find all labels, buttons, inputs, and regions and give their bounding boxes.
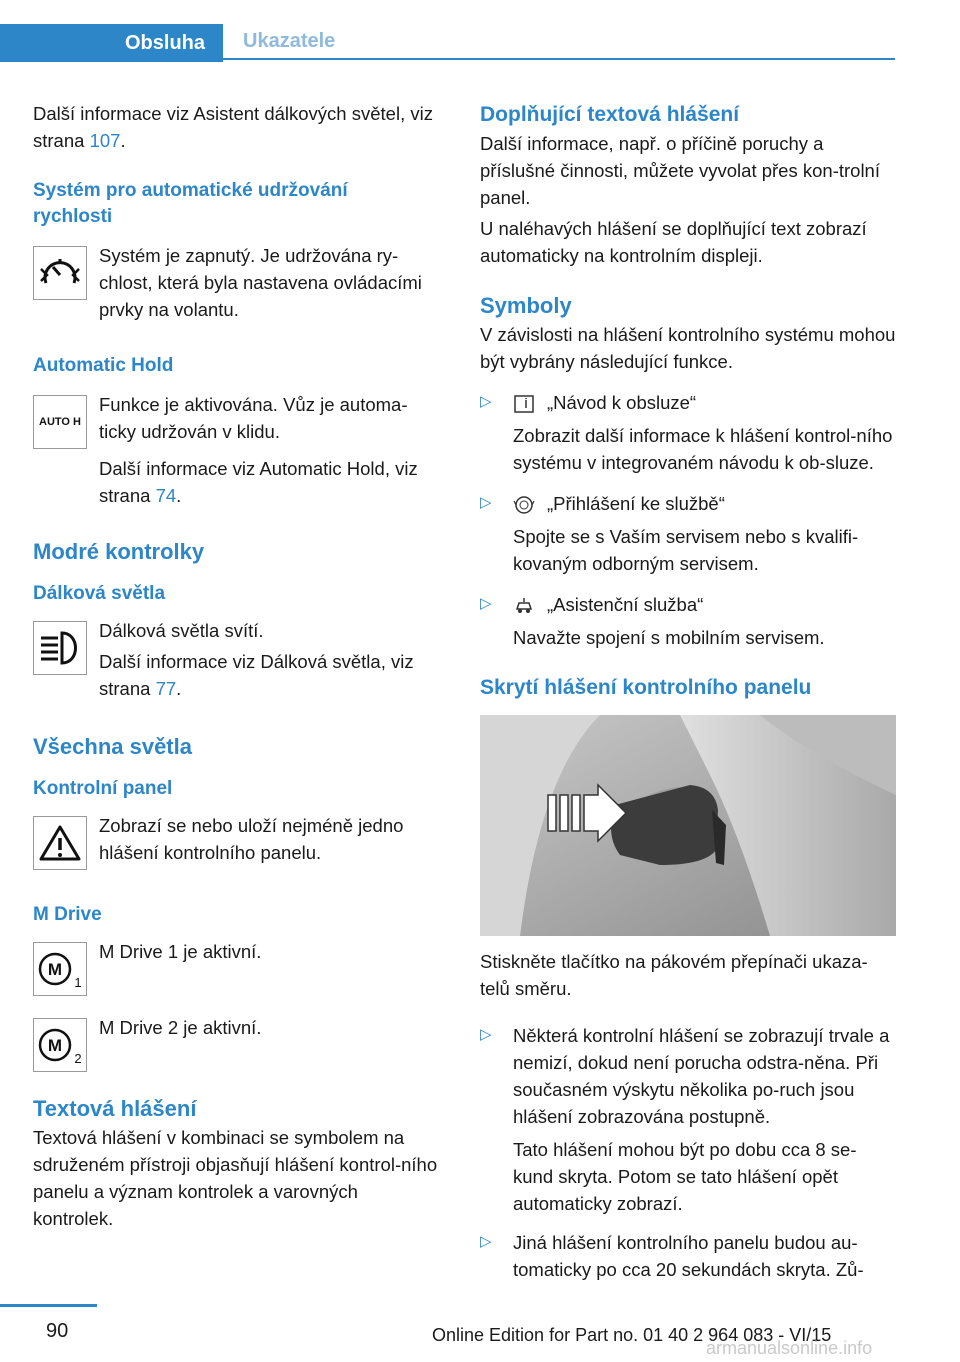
cruise-text: Systém je zapnutý. Je udržována ry-chlost, která byla nastavena ovládacími prvky na volantu. (99, 245, 422, 320)
symbols-heading: Symboly (480, 293, 572, 318)
blue-lamps-heading: Modré kontrolky (33, 539, 205, 564)
svg-text:M: M (47, 960, 63, 979)
cruise-heading: Systém pro automatické udržování rychlosti (33, 180, 348, 227)
m-drive-2-icon (33, 1018, 87, 1072)
supp-text-1: Další informace, např. o příčině poruchy a příslušné činnosti, můžete vyvolat přes kon-trolní panel. (480, 133, 880, 208)
page-number: 90 (46, 1320, 69, 1342)
supp-heading: Doplňující textová hlášení (480, 103, 740, 126)
bullet-service-text: Spojte se s Vaším servisem nebo s kvalifi-kovaným odborným servisem. (513, 526, 859, 574)
warning-triangle-icon (33, 816, 87, 870)
bullet-marker: ▷ (480, 1233, 492, 1250)
highbeam-row (33, 617, 443, 702)
hide-heading: Skrytí hlášení kontrolního panelu (480, 676, 812, 699)
highbeam-text-2: Další informace viz Dálková světla, viz strana 77. (99, 651, 414, 699)
bullet-marker: ▷ (480, 494, 492, 511)
high-beam-icon (33, 621, 87, 675)
highbeam-text-1: Dálková světla svítí. (99, 620, 264, 641)
mdrive1-row (33, 938, 443, 998)
intro-paragraph: Další informace viz Asistent dálkových světel, viz strana 107. (33, 103, 433, 151)
mdrive1-text: M Drive 1 je aktivní. (99, 941, 262, 962)
bullet-service-title: „Přihlášení ke službě“ (513, 490, 896, 517)
panel-text: Zobrazí se nebo uloží nejméně jedno hlášení kontrolního panelu. (99, 815, 404, 863)
all-lights-heading: Všechna světla (33, 734, 192, 759)
bullet-assist-text: Navažte spojení s mobilním servisem. (513, 627, 825, 648)
mdrive-heading: M Drive (33, 904, 102, 925)
supp-text-2: U naléhavých hlášení se doplňující text zobrazí automaticky na kontrolním displeji. (480, 218, 867, 266)
panel-heading: Kontrolní panel (33, 778, 173, 799)
photo-caption: Stiskněte tlačítko na pákovém přepínači ukaza-telů směru. (480, 951, 868, 999)
hide-bullet-1-extra: Tato hlášení mohou být po dobu cca 8 se-kund skryta. Potom se tato hlášení opět automaticky zobrazí. (513, 1139, 857, 1214)
bullet-manual-title: „Návod k obsluze“ (513, 389, 896, 416)
tab-ukazatele[interactable]: Ukazatele (223, 24, 895, 60)
hide-bullet-1 (480, 1022, 896, 1217)
bullet-manual-text: Zobrazit další informace k hlášení kontrol-ního systému v integrovaném návodu k ob-sluze. (513, 425, 893, 473)
bullet-marker: ▷ (480, 393, 492, 410)
m-drive-2-sub: 2 (74, 1051, 82, 1066)
auto-hold-icon (33, 395, 87, 449)
right-column (480, 100, 896, 1283)
watermark: armanualsonline.info (706, 1338, 873, 1358)
service-logo-icon (513, 495, 535, 515)
cruise-row (33, 242, 443, 323)
assist-car-icon (513, 596, 535, 616)
speedometer-icon (33, 246, 87, 300)
left-column (33, 100, 443, 1232)
bullet-service[interactable] (480, 490, 896, 577)
panel-row (33, 812, 443, 872)
svg-text:M: M (47, 1036, 63, 1055)
autohold-heading: Automatic Hold (33, 355, 174, 376)
autohold-row (33, 391, 443, 451)
footer-rule (0, 1304, 97, 1307)
hide-bullet-2 (480, 1229, 896, 1283)
hide-bullet-1-text: Některá kontrolní hlášení se zobrazují trvale a nemizí, dokud není porucha odstra-něna. Při současném výskytu několika po-ruch jsou hlášení zobrazována postupně. (513, 1025, 890, 1127)
text-msg-body: Textová hlášení v kombinaci se symbolem na sdruženém přístroji objasňují hlášení kontrol-ního panelu a význam kontrolek a varovných kontrolek. (33, 1127, 438, 1229)
m-drive-1-sub: 1 (74, 975, 82, 990)
autohold-text-1: Funkce je aktivována. Vůz je automa-ticky udržován v klidu. (99, 394, 408, 442)
auto-hold-icon-label: AUTO H (39, 416, 81, 428)
bullet-assist-title: „Asistenční služba“ (513, 591, 896, 618)
page-link-77[interactable]: 77 (155, 678, 177, 699)
turn-signal-lever-photo (480, 715, 896, 936)
m-drive-1-icon (33, 942, 87, 996)
highbeam-heading: Dálková světla (33, 583, 166, 604)
bullet-manual[interactable] (480, 389, 896, 476)
header-tabs (0, 24, 895, 62)
text-msg-heading: Textová hlášení (33, 1096, 197, 1121)
symbols-text: V závislosti na hlášení kontrolního systému mohou být vybrány následující funkce. (480, 324, 896, 372)
edition-text: Online Edition for Part no. 01 40 2 964 083 - VI/15 (432, 1325, 832, 1345)
bullet-assist[interactable] (480, 591, 896, 651)
mdrive2-text: M Drive 2 je aktivní. (99, 1017, 262, 1038)
page-link-107[interactable]: 107 (89, 130, 121, 151)
bullet-marker: ▷ (480, 595, 492, 612)
autohold-text-2: Další informace viz Automatic Hold, viz strana 74. (99, 458, 418, 506)
tab-obsluha[interactable]: Obsluha (0, 24, 223, 62)
book-icon (513, 394, 535, 414)
page-link-74[interactable]: 74 (155, 485, 177, 506)
hide-bullet-2-text: Jiná hlášení kontrolního panelu budou au-tomaticky po cca 20 sekundách skryta. Zů- (513, 1232, 864, 1280)
mdrive2-row (33, 1014, 443, 1074)
bullet-marker: ▷ (480, 1026, 492, 1043)
